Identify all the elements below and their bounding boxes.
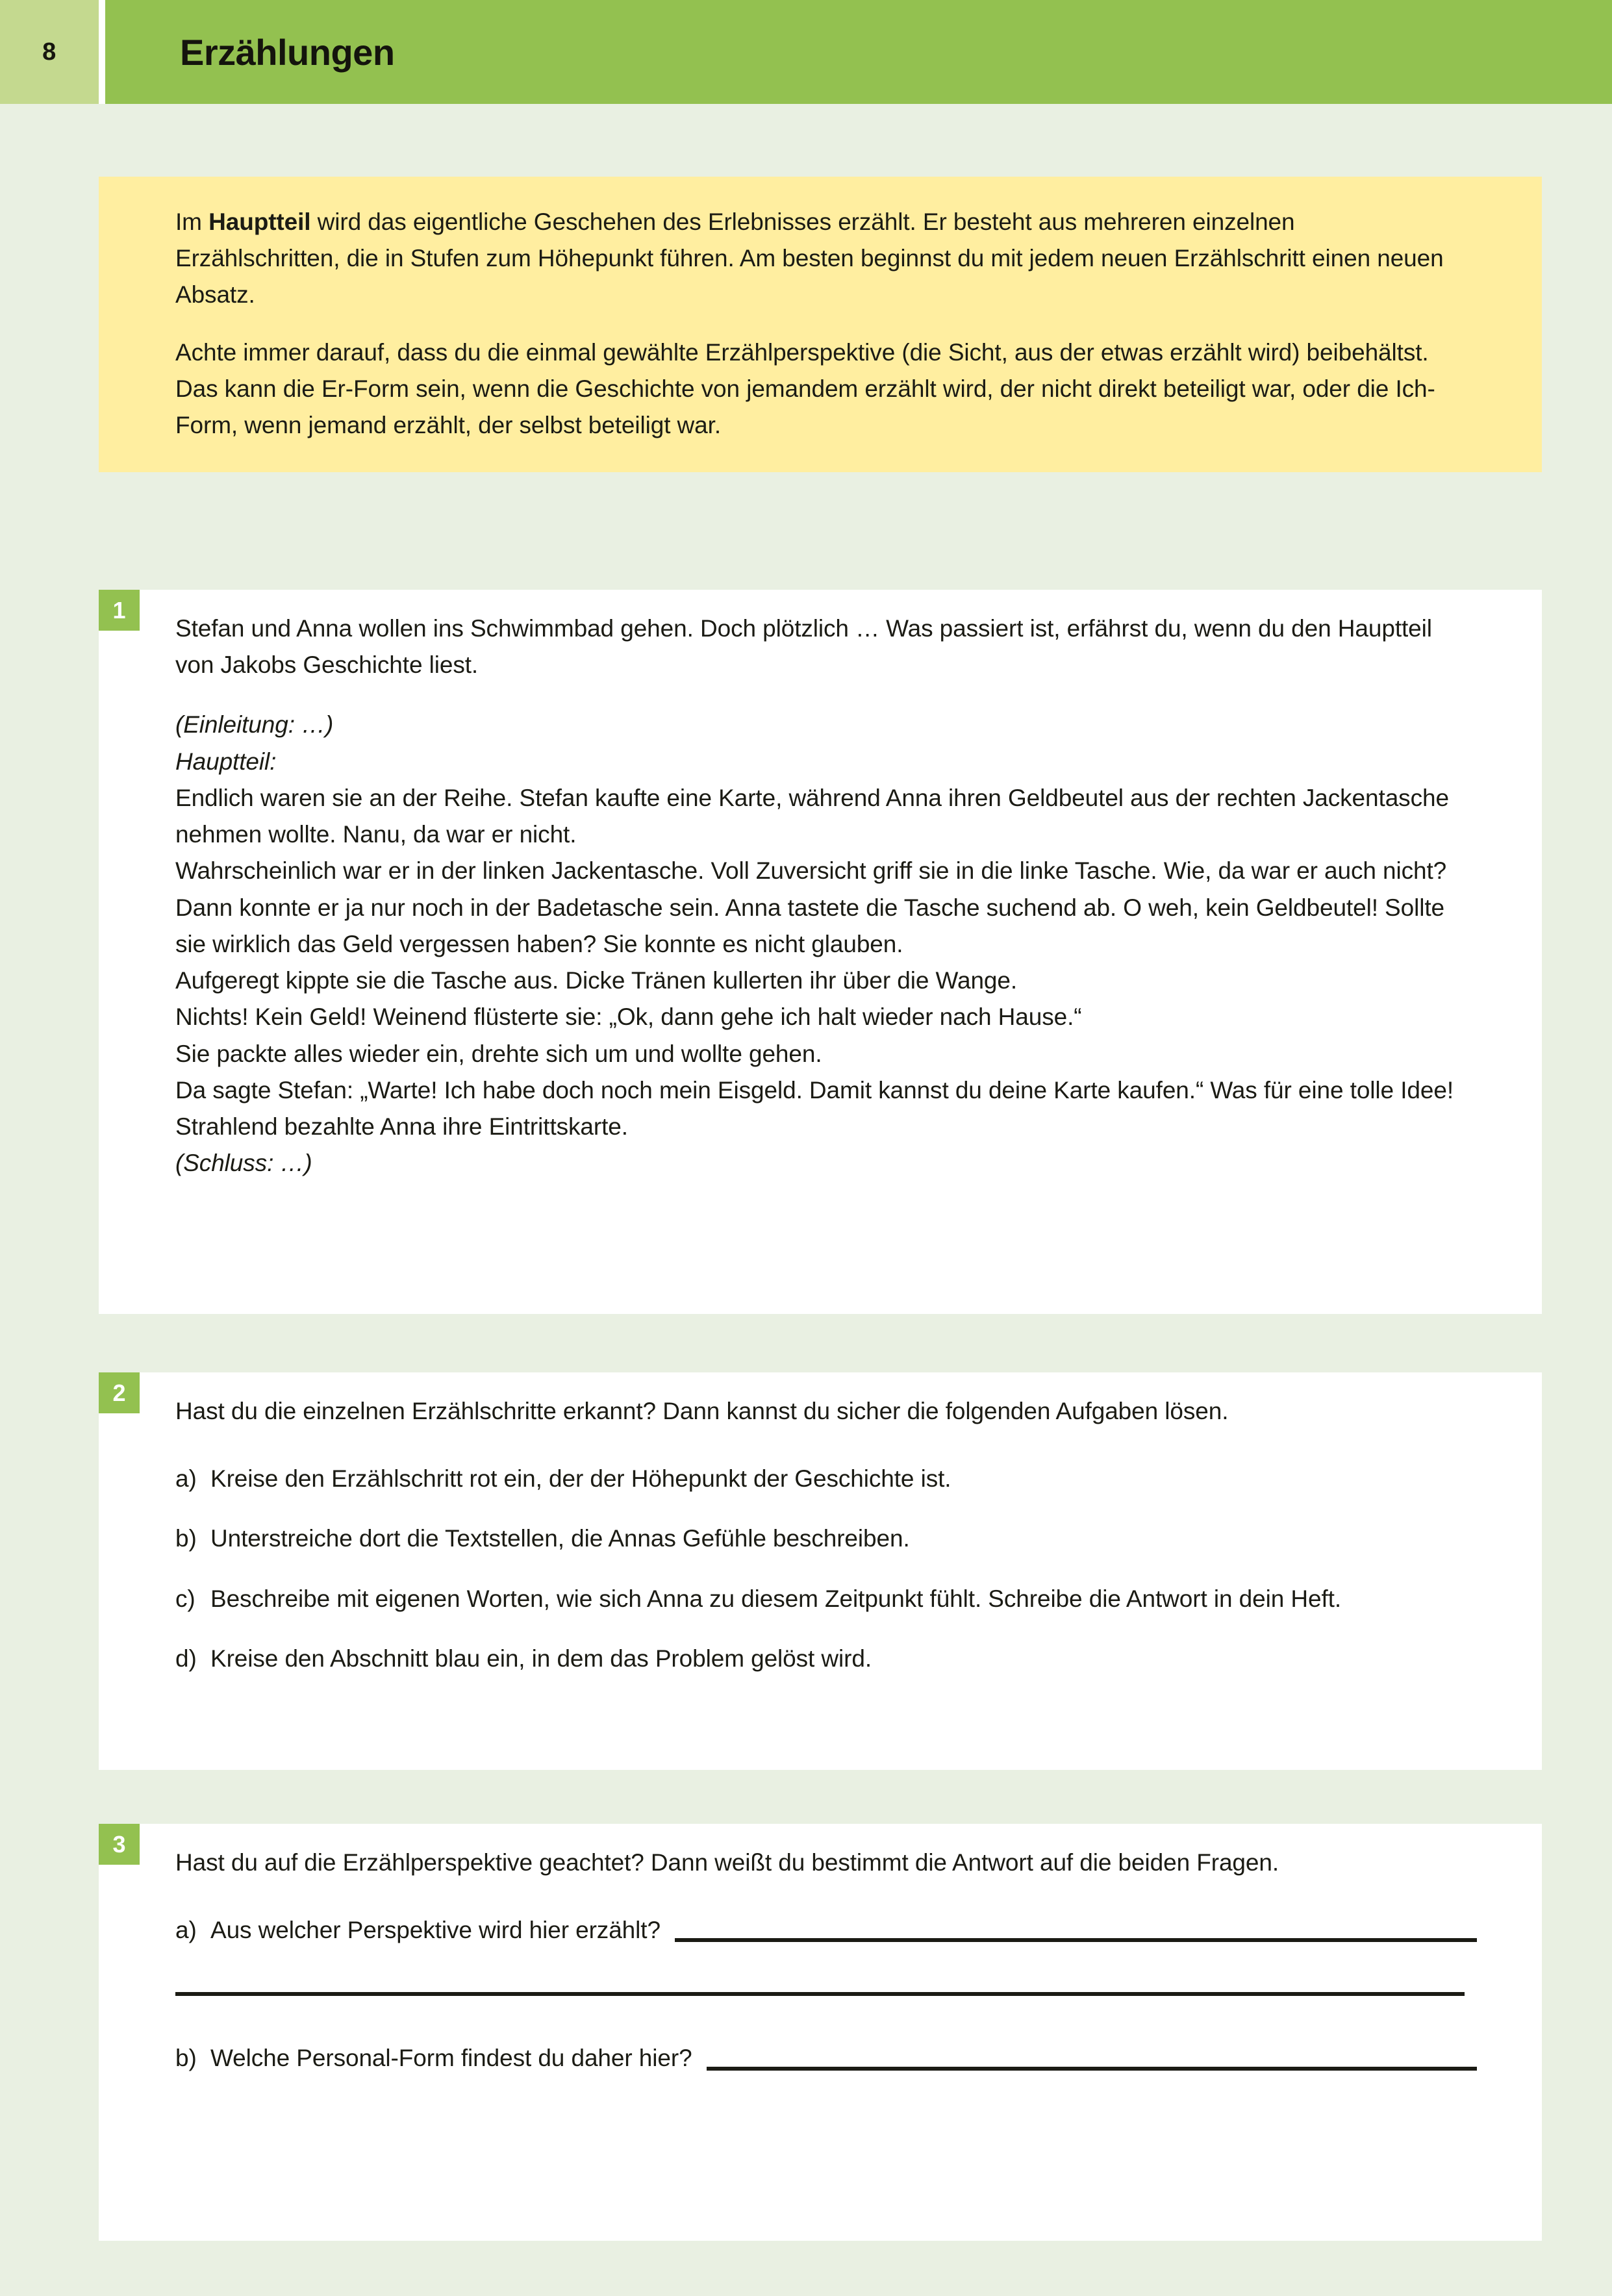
exercise-card-2	[99, 1372, 1542, 1770]
subitem-marker: a)	[175, 1465, 197, 1493]
question-marker: a)	[175, 1917, 197, 1944]
info-box-paragraph-1	[175, 204, 1465, 314]
question-marker: b)	[175, 2045, 197, 2072]
exercise-card-1	[99, 590, 1542, 1314]
subitem-marker: b)	[175, 1525, 197, 1552]
exercise-2-intro: Hast du die einzelnen Erzählschritte erkannt? Dann kannst du sicher die folgenden Aufgaben lösen.	[175, 1398, 1229, 1424]
exercise-1-body	[99, 590, 1542, 1182]
story-line: (Schluss: …)	[175, 1150, 312, 1177]
info-bold-term: Hauptteil	[208, 208, 311, 235]
info-rest: wird das eigentliche Geschehen des Erlebnisses erzählt. Er besteht aus mehreren einzelnen Erzählschritten, die in Stufen zum Höhepunkt führen. Am besten beginnst du mit jedem neuen Erzählschritt einen neuen Absatz.	[175, 208, 1444, 309]
header-divider	[99, 0, 105, 104]
subitem-a	[175, 1461, 1477, 1497]
story-line: Da sagte Stefan: „Warte! Ich habe doch noch mein Eisgeld. Damit kannst du deine Karte kaufen.“ Was für eine tolle Idee! Strahlend bezahlte Anna ihre Eintrittskarte.	[175, 1076, 1454, 1141]
info-box-paragraph-2: Achte immer darauf, dass du die einmal gewählte Erzählperspektive (die Sicht, aus der etwas erzählt wird) beibehältst. Das kann die Er-Form sein, wenn die Geschichte von jemandem erzählt wird, der nicht direkt beteiligt war, oder die Ich-Form, wenn jemand erzählt, der selbst beteiligt war.	[175, 338, 1435, 439]
question-text: Aus welcher Perspektive wird hier erzählt?	[210, 1917, 661, 1944]
exercise-badge-3: 3	[99, 1824, 140, 1865]
subitem-b	[175, 1520, 1477, 1557]
subitem-text: Kreise den Erzählschritt rot ein, der der Höhepunkt der Geschichte ist.	[210, 1465, 951, 1493]
answer-line-a1[interactable]	[675, 1937, 1477, 1942]
subitem-marker: d)	[175, 1645, 197, 1672]
chapter-title-bar	[105, 0, 1612, 104]
subitem-text: Kreise den Abschnitt blau ein, in dem das Problem gelöst wird.	[210, 1645, 872, 1672]
story-text	[175, 707, 1477, 1181]
page-title: Erzählungen	[180, 31, 395, 73]
info-box	[99, 177, 1542, 472]
exercise-card-3	[99, 1824, 1542, 2241]
story-line: Sie packte alles wieder ein, drehte sich um und wollte gehen.	[175, 1040, 822, 1067]
story-line: (Einleitung: …)	[175, 711, 334, 738]
exercise-2-subitems	[175, 1461, 1477, 1677]
subitem-text: Unterstreiche dort die Textstellen, die Annas Gefühle beschreiben.	[210, 1525, 910, 1552]
story-line: Hauptteil:	[175, 748, 277, 775]
subitem-c	[175, 1581, 1477, 1617]
exercise-1-intro: Stefan und Anna wollen ins Schwimmbad gehen. Doch plötzlich … Was passiert ist, erfährst du, wenn du den Hauptteil von Jakobs Geschichte liest.	[175, 615, 1432, 679]
exercise-3-questions	[175, 1912, 1477, 2076]
page-number: 8	[42, 38, 57, 66]
exercise-3-body	[99, 1824, 1542, 2077]
subitem-marker: c)	[175, 1585, 195, 1612]
exercise-badge-1: 1	[99, 590, 140, 631]
story-line: Endlich waren sie an der Reihe. Stefan kaufte eine Karte, während Anna ihren Geldbeutel aus der rechten Jackentasche nehmen wollte. Nanu, da war er nicht.	[175, 784, 1449, 848]
question-a	[175, 1912, 1477, 1949]
page-number-block	[0, 0, 99, 104]
story-line: Aufgeregt kippte sie die Tasche aus. Dicke Tränen kullerten ihr über die Wange.	[175, 967, 1018, 994]
question-text: Welche Personal-Form findest du daher hier?	[210, 2045, 692, 2072]
story-line: Nichts! Kein Geld! Weinend flüsterte sie: „Ok, dann gehe ich halt wieder nach Hause.“	[175, 1003, 1082, 1031]
subitem-d	[175, 1641, 1477, 1677]
exercise-badge-2: 2	[99, 1372, 140, 1413]
page-header	[0, 0, 1612, 104]
story-line: Dann konnte er ja nur noch in der Badetasche sein. Anna tastete die Tasche suchend ab. O weh, kein Geldbeutel! Sollte sie wirklich das Geld vergessen haben? Sie konnte es nicht glauben.	[175, 894, 1445, 957]
story-line: Wahrscheinlich war er in der linken Jackentasche. Voll Zuversicht griff sie in die linke Tasche. Wie, da war er auch nicht?	[175, 857, 1447, 885]
question-b	[175, 2040, 1477, 2076]
exercise-2-body	[99, 1372, 1542, 1677]
subitem-text: Beschreibe mit eigenen Worten, wie sich Anna zu diesem Zeitpunkt fühlt. Schreibe die Antwort in dein Heft.	[210, 1585, 1341, 1612]
answer-line-a2[interactable]	[175, 1991, 1465, 1996]
answer-line-b1[interactable]	[707, 2066, 1477, 2071]
exercise-3-intro: Hast du auf die Erzählperspektive geachtet? Dann weißt du bestimmt die Antwort auf die beiden Fragen.	[175, 1849, 1279, 1876]
info-lead: Im	[175, 208, 209, 235]
